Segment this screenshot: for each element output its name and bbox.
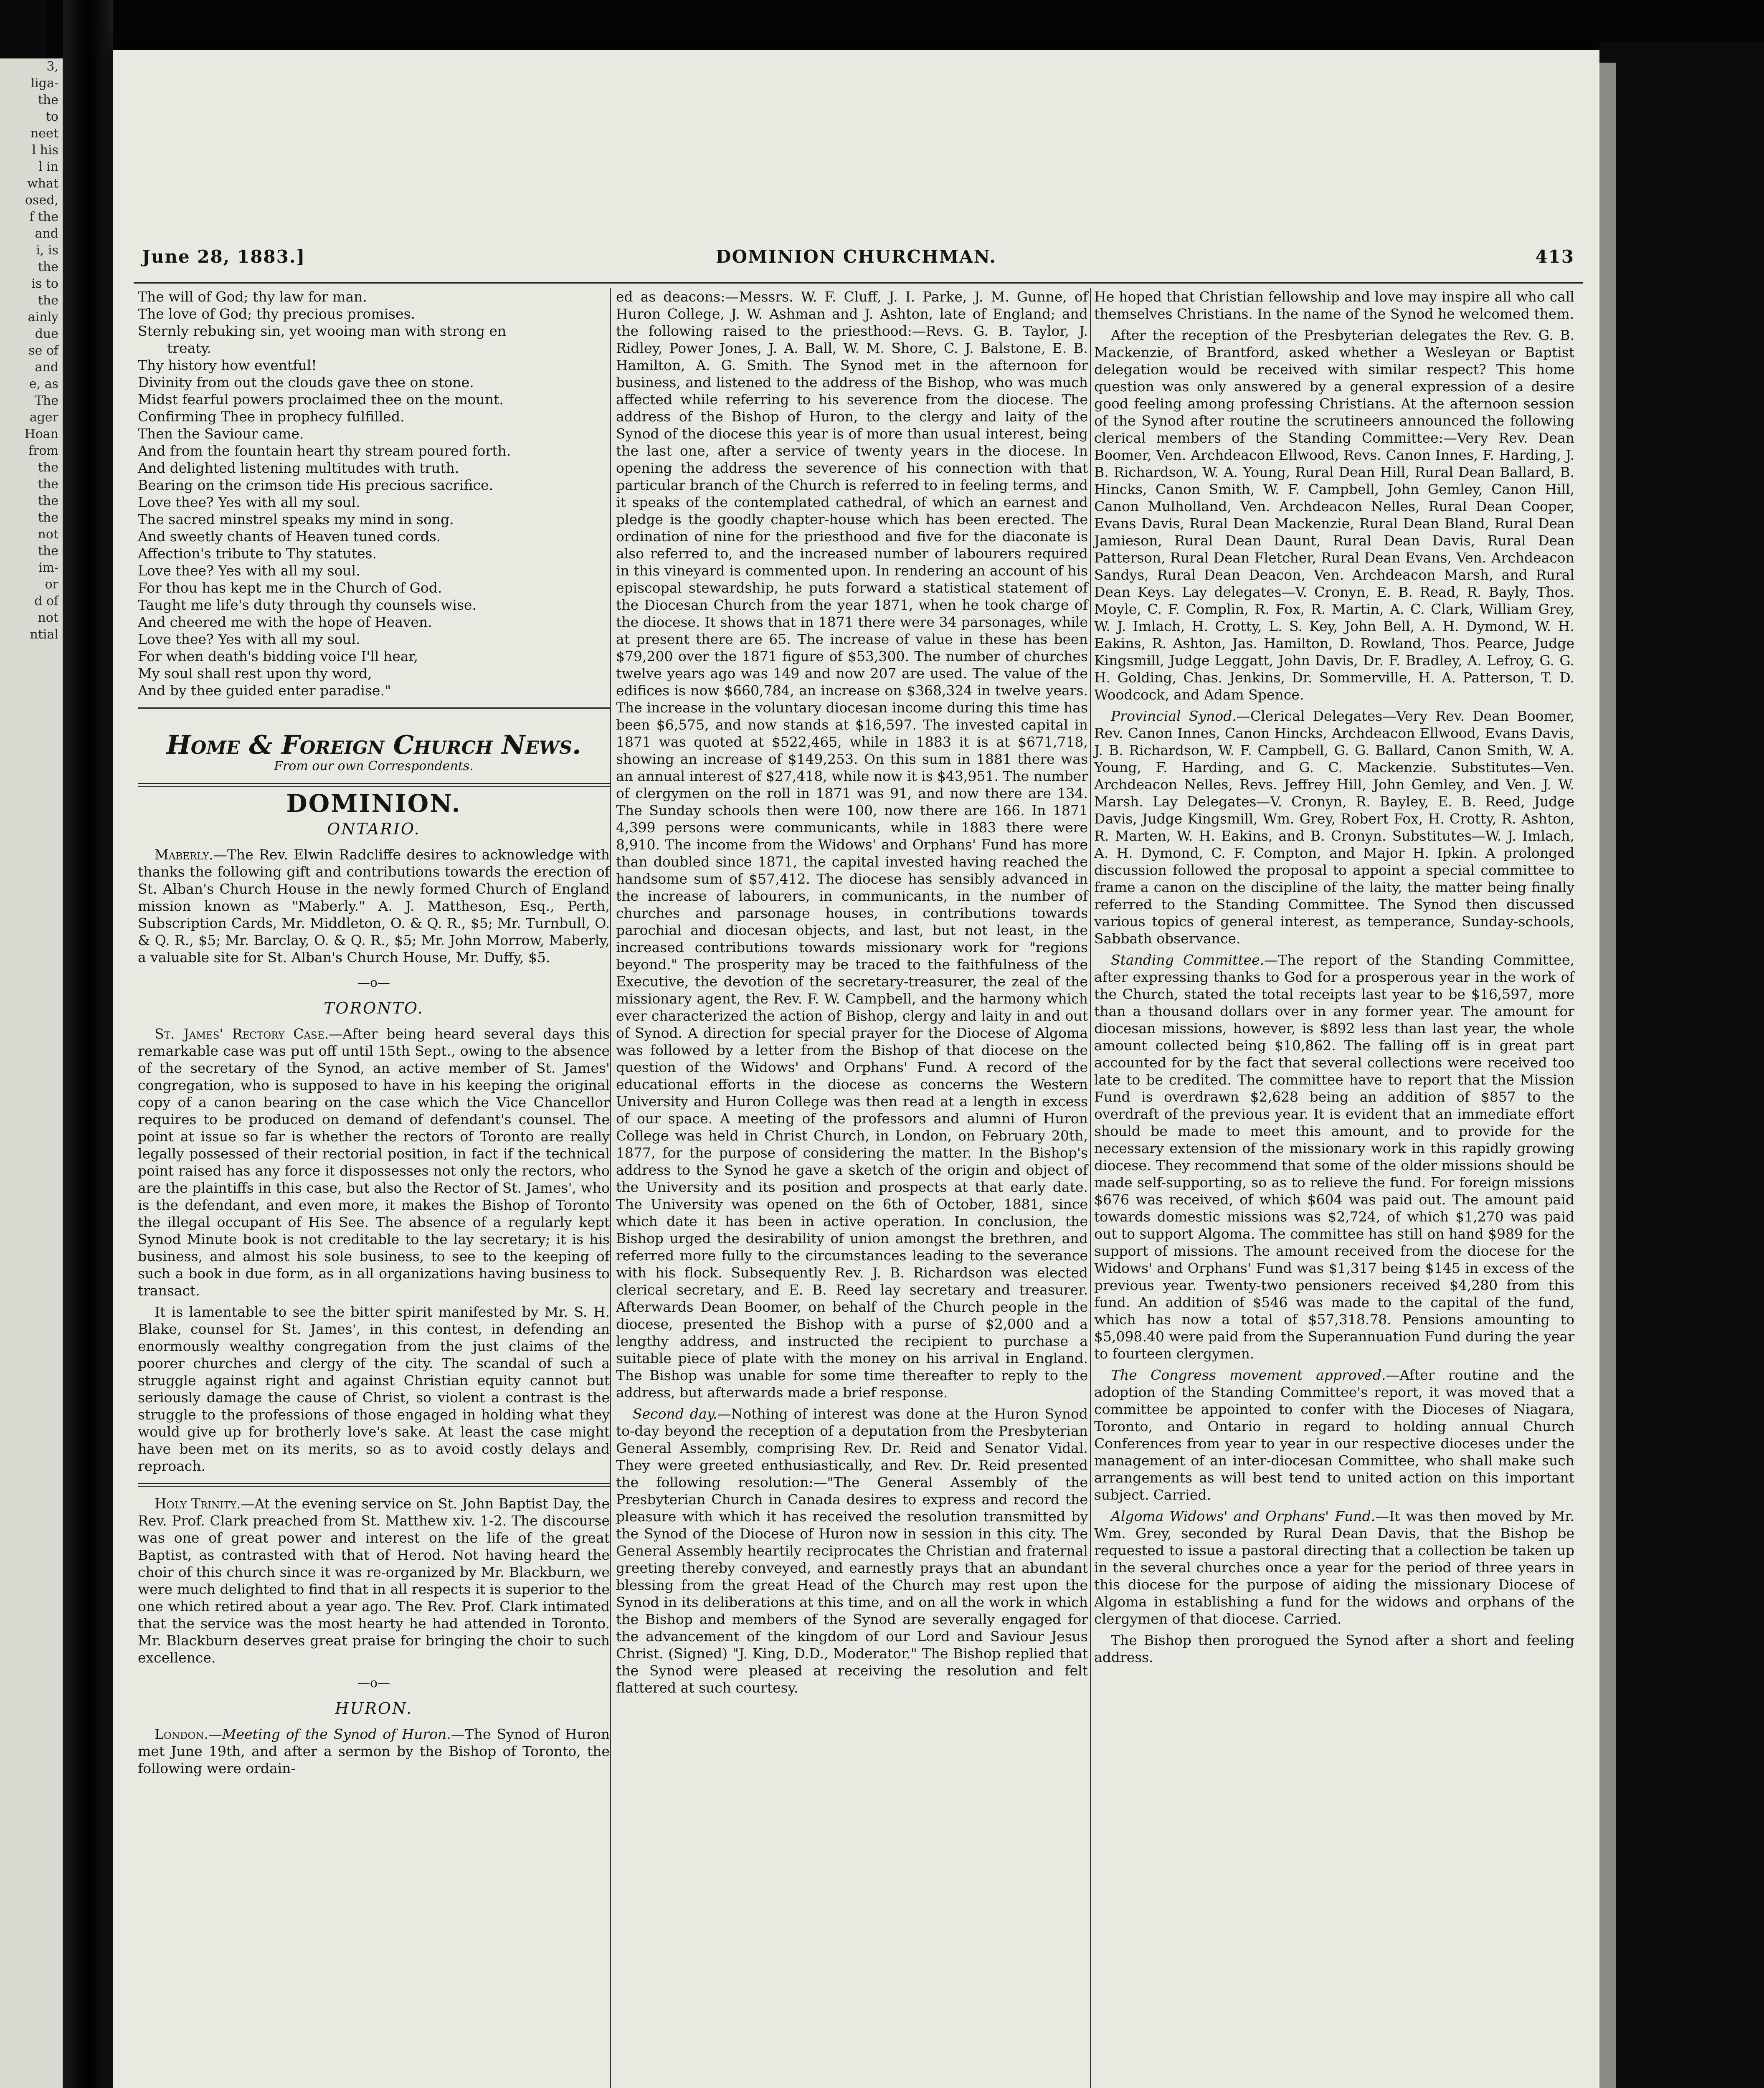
- poem-line: Then the Saviour came.: [138, 426, 304, 442]
- separator: [138, 1483, 610, 1487]
- poem-line: Divinity from out the clouds gave thee on stone.: [138, 374, 474, 390]
- previous-page-edge: [0, 58, 63, 2088]
- poem-line: The sacred minstrel speaks my mind in song.: [138, 511, 454, 527]
- article-paragraph: It is lamentable to see the bitter spirit manifested by Mr. S. H. Blake, counsel for St. James', in this contest, in defending an enormously wealthy congregation from the just claims of the poorer churches and clergy of the city. The scandal of such a struggle against right and against Christian equity cannot but seriously damage the cause of Christ, so violent a contrast is the struggle to the professions of those engaged in holding what they would give up for brotherly love's sake. At least the case might have been met on its merits, so as to avoid costly delays and reproach.: [138, 1304, 610, 1474]
- poem-line: And delighted listening multitudes with truth.: [138, 460, 459, 476]
- newspaper-page: [113, 50, 1599, 2088]
- article-lead: Holy Trinity.: [155, 1495, 241, 1512]
- article-body: —It was then moved by Mr. Wm. Grey, seconded by Rural Dean Davis, that the Bishop be requested to issue a pastoral directing that a collection be taken up in the several churches once a year for the period of three years in this diocese for the purpose of aiding the missionary Diocese of Algoma in establishing a fund for the widows and orphans of the clergymen of that diocese. Carried.: [1094, 1508, 1574, 1627]
- poem-line: Love thee? Yes with all my soul.: [138, 563, 360, 579]
- prev-page-fragment: l his: [32, 143, 58, 157]
- article-lead: Second day.: [633, 1406, 717, 1422]
- poem-line: And by thee guided enter paradise.": [138, 682, 391, 699]
- article-body: —The Synod of Huron met June 19th, and after a sermon by the Bishop of Toronto, the following were ordain-: [138, 1726, 610, 1776]
- article-maberly: [138, 846, 610, 966]
- prev-page-fragment: i, is: [36, 243, 58, 258]
- article-body: —Nothing of interest was done at the Huron Synod to-day beyond the reception of a deputation from the Presbyterian General Assembly, comprising Rev. Dr. Reid and Senator Vidal. They were greeted enthusiastically, and Rev. Dr. Reid presented the following resolution:—"The General Assembly of the Presbyterian Church in Canada desires to express and record the pleasure with which it has received the resolution transmitted by the Synod of the Diocese of Huron now in session in this city. The General Assembly heartily reciprocates the Christian and fraternal greeting thereby conveyed, and earnestly prays that an abundant blessing from the great Head of the Church may rest upon the Synod in its deliberations at this time, and on all the work in which the Bishop and members of the Synod are severally engaged for the advancement of the kingdom of our Lord and Saviour Jesus Christ. (Signed) "J. King, D.D., Moderator." The Bishop replied that the Synod were pleased at receiving the resolution and felt flattered at such courtesy.: [616, 1406, 1088, 1696]
- article-paragraph: The Bishop then prorogued the Synod after a short and feeling address.: [1094, 1632, 1574, 1665]
- poem-line: And from the fountain heart thy stream poured forth.: [138, 443, 511, 459]
- divider: —o—: [357, 1676, 390, 1690]
- poem-line: And sweetly chants of Heaven tuned cords.: [138, 528, 441, 545]
- poem-line: The will of God; thy law for man.: [138, 289, 367, 305]
- article-body: —Clerical Delegates—Very Rev. Dean Boomer, Rev. Canon Innes, Canon Hincks, Archdeacon Ellwood, Evans Davis, J. B. Richardson, W. F. Campbell, G. G. Ballard, Canon Smith, W. A. Young, F. Harding, and G. C. Mackenzie. Substitutes—Ven. Archdeacon Nelles, Revs. Jeffrey Hill, John Gemley, and Ven. J. W. Marsh. Lay Delegates—V. Cronyn, R. Bayley, E. B. Reed, Judge Davis, Judge Kingsmill, Wm. Grey, Robert Fox, H. Crotty, R. Ashton, R. Marten, W. H. Eakins, and B. Cronyn. Substitutes—W. J. Imlach, A. H. Dymond, C. F. Compton, and Major H. Ipkin. A prolonged discussion followed the proposal to appoint a special committee to frame a canon on the discipline of the laity, the matter being finally referred to the Standing Committee. The Synod then discussed various topics of general interest, as temperance, Sunday-schools, Sabbath observance.: [1094, 708, 1574, 947]
- prev-page-fragment: or: [45, 577, 58, 592]
- prev-page-fragment: Hoan: [24, 427, 58, 441]
- header-title: DOMINION CHURCHMAN.: [716, 246, 996, 267]
- article-body: —After routine and the adoption of the Standing Committee's report, it was moved that a committee be appointed to confer with the Dioceses of Niagara, Toronto, and Ontario in regard to holding annual Church Conferences from year to year in our respective dioceses under the management of an inter-diocesan Committee, who shall make such arrangements as will best tend to united action on this important subject. Carried.: [1094, 1367, 1575, 1503]
- heading-toronto: TORONTO.: [324, 999, 424, 1017]
- header-rule: [134, 282, 1583, 284]
- article-provincial-synod: [1094, 707, 1574, 947]
- prev-page-fragment: and: [35, 226, 58, 241]
- poem-line: My soul shall rest upon thy word,: [138, 665, 372, 682]
- column-1: [138, 288, 610, 1781]
- prev-page-fragment: the: [38, 260, 58, 274]
- prev-page-fragment: l in: [38, 160, 58, 174]
- prev-page-fragment: ntial: [30, 627, 58, 642]
- prev-page-fragment: not: [38, 611, 58, 625]
- article-st-james: [138, 1025, 610, 1299]
- poem-line: The love of God; thy precious promises.: [138, 306, 416, 322]
- article-lead: The Congress movement approved.: [1111, 1367, 1386, 1383]
- prev-page-fragment: se of: [28, 343, 58, 358]
- section-subtitle: From our own Correspondents.: [274, 759, 474, 773]
- article-algoma: [1094, 1508, 1574, 1627]
- article-paragraph: He hoped that Christian fellowship and love may inspire all who call themselves Christians. In the name of the Synod he welcomed them.: [1094, 289, 1574, 322]
- prev-page-fragment: neet: [30, 126, 58, 141]
- separator: [138, 707, 610, 711]
- poem: [138, 288, 610, 699]
- article-body: —The Rev. Elwin Radcliffe desires to acknowledge with thanks the following gift and contributions towards the erection of St. Alban's Church House in the newly formed Church of England mission known as "Maberly." A. J. Mattheson, Esq., Perth, Subscription Cards, Mr. Middleton, O. & Q. R., $5; Mr. Turnbull, O. & Q. R., $5; Mr. Barclay, O. & Q. R., $5; Mr. John Morrow, Maberly, a valuable site for St. Alban's Church House, Mr. Duffy, $5.: [138, 846, 610, 965]
- prev-page-fragment: the: [38, 293, 58, 308]
- prev-page-fragment: im-: [38, 560, 58, 575]
- prev-page-fragment: the: [38, 544, 58, 558]
- poem-line: treaty.: [167, 340, 212, 356]
- article-body: —At the evening service on St. John Baptist Day, the Rev. Prof. Clark preached from St. Matthew xiv. 1-2. The discourse was one of great power and interest on the life of the great Baptist, as contrasted with that of Herod. Not having heard the choir of this church since it was re-organized by Mr. Blackburn, we were much delighted to find that in all respects it is superior to the one which retired about a year ago. The Rev. Prof. Clark intimated that the service was the most hearty he had attended in Toronto. Mr. Blackburn deserves great praise for bringing the choir to such excellence.: [138, 1495, 610, 1666]
- page-edge-strip: [1599, 63, 1616, 2088]
- article-holy-trinity: [138, 1495, 610, 1666]
- poem-line: Love thee? Yes with all my soul.: [138, 631, 360, 647]
- column-rule: [1090, 288, 1091, 2088]
- header-date: June 28, 1883.]: [142, 246, 306, 267]
- poem-line: Thy history how eventful!: [138, 357, 317, 373]
- poem-line: Sternly rebuking sin, yet wooing man with strong en: [138, 323, 507, 339]
- prev-page-fragment: the: [38, 494, 58, 508]
- poem-line: Love thee? Yes with all my soul.: [138, 494, 360, 510]
- divider: —o—: [357, 976, 390, 990]
- article-second-day: [616, 1405, 1088, 1696]
- prev-page-fragment: 3,: [46, 59, 58, 74]
- prev-page-fragment: f the: [29, 210, 58, 224]
- film-frame-right: [1599, 42, 1764, 2088]
- prev-page-fragment: to: [46, 109, 58, 124]
- article-congress: [1094, 1366, 1574, 1503]
- heading-huron: HURON.: [335, 1699, 413, 1718]
- prev-page-fragment: The: [34, 393, 58, 408]
- article-lead: Provincial Synod.: [1111, 708, 1237, 724]
- heading-ontario: ONTARIO.: [327, 820, 421, 838]
- poem-line: Taught me life's duty through thy counsels wise.: [138, 597, 476, 613]
- article-body: —The report of the Standing Committee, after expressing thanks to God for a prosperous year in the work of the Church, stated the total receipts last year to be $16,597, more than a thousand dollars over in any former year. The amount for diocesan missions, however, is $892 less than last year, the whole amount collected being $10,862. The falling off is in great part accounted for by the fact that several collections were received too late to be credited. The committee have to report that the Mission Fund is overdrawn $2,628 being an addition of $857 to the overdraft of the previous year. It is evident that an immediate effort should be made to meet this amount, and to provide for the necessary extension of the missionary work in this rapidly growing diocese. They recommend that some of the older missions should be made self-supporting, so as to relieve the fund. For foreign missions $676 was received, of which $604 was paid out. The amount paid towards domestic missions was $2,724, of which $1,270 was paid out to support Algoma. The committee has still on hand $989 for the support of missions. The amount received from the diocese for the Widows' and Orphans' Fund was $1,317 being $145 in excess of the previous year. Twenty-two pensioners received $4,280 from this fund. An addition of $546 was made to the capital of the fund, which has now a total of $57,318.78. Pensions amounting to $5,098.40 were paid from the Superannuation Fund during the year to fourteen clergymen.: [1094, 952, 1574, 1362]
- prev-page-fragment: from: [28, 443, 58, 458]
- article-subhead: —Meeting of the Synod of Huron.: [208, 1726, 451, 1742]
- article-paragraph: After the reception of the Presbyterian delegates the Rev. G. B. Mackenzie, of Brantford, asked whether a Wesleyan or Baptist delegation would be received with similar respect? This home question was only answered by a general expression of a desire good feeling among professing Christians. At the afternoon session of the Synod after routine the scrutineers announced the following clerical members of the Standing Committee:—Very Rev. Dean Boomer, Ven. Archdeacon Ellwood, Revs. Canon Innes, F. Harding, J. B. Richardson, W. A. Young, Rural Dean Hill, Rural Dean Ballard, B. Hincks, Canon Smith, W. F. Campbell, John Gemley, Canon Hill, Canon Mulholland, Ven. Archdeacon Nelles, Rural Dean Cooper, Evans Davis, Rural Dean Mackenzie, Rural Dean Bland, Rural Dean Jamieson, Rural Dean Daunt, Rural Dean Davis, Rural Dean Patterson, Rural Dean Fletcher, Rural Dean Evans, Ven. Archdeacon Sandys, Rural Dean Deacon, Ven. Archdeacon Marsh, and Rural Dean Keys. Lay delegates—V. Cronyn, E. B. Read, R. Bayly, Thos. Moyle, C. F. Complin, R. Fox, R. Martin, A. C. Clark, William Grey, W. J. Imlach, H. Crotty, L. S. Key, John Bell, A. H. Dymond, W. H. Eakins, R. Ashton, Jas. Hamilton, D. Rowland, Thos. Pearce, Judge Kingsmill, Judge Leggatt, John Davis, Dr. F. Bradley, A. Lefroy, G. G. H. Golding, Chas. Jenkins, Dr. Sommerville, H. A. Patterson, T. D. Woodcock, and Adam Spence.: [1094, 327, 1574, 703]
- column-2: [616, 288, 1088, 1700]
- prev-page-fragment: the: [38, 477, 58, 492]
- article-lead: Algoma Widows' and Orphans' Fund.: [1111, 1508, 1376, 1524]
- column-rule: [610, 288, 611, 2088]
- prev-page-fragment: the: [38, 93, 58, 107]
- prev-page-fragment: d of: [34, 594, 58, 608]
- prev-page-fragment: e, as: [29, 377, 58, 391]
- article-paragraph: ed as deacons:—Messrs. W. F. Cluff, J. I. Parke, J. M. Gunne, of Huron College, J. W. Ashman and J. Ashton, late of England; and the following raised to the priesthood:—Revs. G. B. Taylor, J. Ridley, Power Jones, J. A. Ball, W. M. Shore, C. J. Balstone, E. B. Hamilton, A. G. Smith. The Synod met in the afternoon for business, and listened to the address of the Bishop, who was much affected while referring to his severence from the diocese. The address of the Bishop of Huron, to the clergy and laity of the Synod of the diocese this year is of more than usual interest, being the last one, after a service of twenty years in the diocese. In opening the address the severence of his connection with that particular branch of the Church is referred to in feeling terms, and it speaks of the contemplated cathedral, of which an earnest and pledge is the goodly chapter-house which has been erected. The ordination of nine for the priesthood and five for the diaconate is also referred to, and the increased number of labourers required in this vineyard is commented upon. In rendering an account of his episcopal stewardship, he puts forward a statistical statement of the Diocesan Church from the year 1871, when he took charge of the diocese. It shows that in 1871 there were 34 parsonages, while at present there are 65. The increase of value in these has been $79,200 over the 1871 figure of $53,300. The number of churches twelve years ago was 149 and now 207 are used. The value of the edifices is now $660,784, an increase on $368,324 in twelve years. The increase in the voluntary diocesan income during this time has been $6,575, and now stands at $16,597. The invested capital in 1871 was quoted at $522,465, while in 1883 it is at $671,718, showing an increase of $149,253. On this sum in 1881 there was an annual interest of $27,418, while now it is $43,951. The number of clergymen on the roll in 1871 was 91, and now there are 134. The Sunday schools then were 100, now there are 166. In 1871 4,399 persons were communicants, while in 1883 there were 8,910. The income from the Widows' and Orphans' Fund has more than doubled since 1871, the capital invested having reached the handsome sum of $57,412. The diocese has sensibly advanced in the increase of labourers, in communicants, in the number of churches and parsonage houses, in contributions towards parochial and diocesan objects, and last, but not least, in the increased contributions towards missionary work for "regions beyond." The prosperity may be traced to the faithfulness of the Executive, the devotion of the secretary-treasurer, the zeal of the missionary agent, the Rev. F. W. Campbell, and the harmony which ever characterized the action of Bishop, clergy and laity in and out of Synod. A direction for special prayer for the Diocese of Algoma was followed by a letter from the Bishop of that diocese on the question of the Widows' and Orphans' Fund. A record of the educational efforts in the diocese as concerns the Western University and Huron College was then read at a length in excess of our space. A meeting of the professors and alumni of Huron College was held in Christ Church, in London, on February 20th, 1877, for the purpose of considering the matter. In the Bishop's address to the Synod he gave a sketch of the origin and object of the University and its position and prospects at that early date. The University was opened on the 6th of October, 1881, since which date it has been in active operation. In conclusion, the Bishop urged the desirability of union amongst the brethren, and referred more fully to the circumstances leading to the severance with his flock. Subsequently Rev. J. B. Richardson was elected clerical secretary, and E. B. Reed lay secretary and treasurer. Afterwards Dean Boomer, on behalf of the Church people in the diocese, presented the Bishop with a purse of $2,000 and a lengthy address, and instructed the recipient to purchase a suitable piece of plate with the money on his arrival in England. The Bishop was unable for some time thereafter to reply to the address, but afterwards made a brief response.: [616, 289, 1088, 1401]
- prev-page-fragment: liga-: [30, 76, 58, 91]
- poem-line: Affection's tribute to Thy statutes.: [138, 545, 377, 562]
- poem-line: Confirming Thee in prophecy fulfilled.: [138, 408, 405, 425]
- separator: [138, 783, 610, 787]
- running-head: [113, 246, 1599, 276]
- poem-line: And cheered me with the hope of Heaven.: [138, 614, 432, 630]
- prev-page-fragment: the: [38, 460, 58, 475]
- prev-page-fragment: ainly: [28, 310, 58, 324]
- column-3: [1094, 288, 1574, 1670]
- prev-page-fragment: ager: [29, 410, 58, 425]
- article-lead: London.: [155, 1726, 208, 1742]
- page-number: 413: [1535, 246, 1574, 267]
- prev-page-fragment: is to: [31, 276, 58, 291]
- article-london: [138, 1726, 610, 1777]
- article-standing-committee: [1094, 951, 1574, 1362]
- heading-dominion: DOMINION.: [286, 789, 461, 818]
- section-title: Home & Foreign Church News.: [166, 730, 581, 760]
- poem-line: Bearing on the crimson tide His precious sacrifice.: [138, 477, 494, 493]
- article-lead: Standing Committee.: [1111, 952, 1265, 968]
- poem-line: For thou has kept me in the Church of God.: [138, 580, 442, 596]
- prev-page-fragment: the: [38, 510, 58, 525]
- poem-line: For when death's bidding voice I'll hear,: [138, 648, 418, 664]
- book-gutter: [63, 0, 113, 2088]
- prev-page-fragment: not: [38, 527, 58, 542]
- article-lead: Maberly.: [155, 846, 213, 863]
- prev-page-fragment: osed,: [25, 193, 58, 208]
- prev-page-fragment: due: [35, 327, 58, 341]
- article-lead: St. James' Rectory Case.: [155, 1026, 329, 1042]
- prev-page-fragment: and: [35, 360, 58, 375]
- article-body: —After being heard several days this remarkable case was put off until 15th Sept., owing to the absence of the secretary of the Synod, an active member of St. James' congregation, who is supposed to have in his keeping the original copy of a canon bearing on the case which the Vice Chancellor requires to be produced on demand of defendant's counsel. The point at issue so far is whether the rectors of Toronto are really legally possessed of their rectorial position, in fact if the technical point raised has any force it dispossesses not only the rectors, who are the plaintiffs in this case, but also the Rector of St. James', who is the defendant, and even more, it makes the Bishop of Toronto the illegal occupant of His See. The absence of a regularly kept Synod Minute book is not creditable to the lay secretary; it is his business, and almost his sole business, to see to the keeping of such a book in due form, as in all organizations having business to transact.: [138, 1026, 610, 1299]
- poem-line: Midst fearful powers proclaimed thee on the mount.: [138, 391, 504, 408]
- prev-page-fragment: what: [27, 176, 58, 191]
